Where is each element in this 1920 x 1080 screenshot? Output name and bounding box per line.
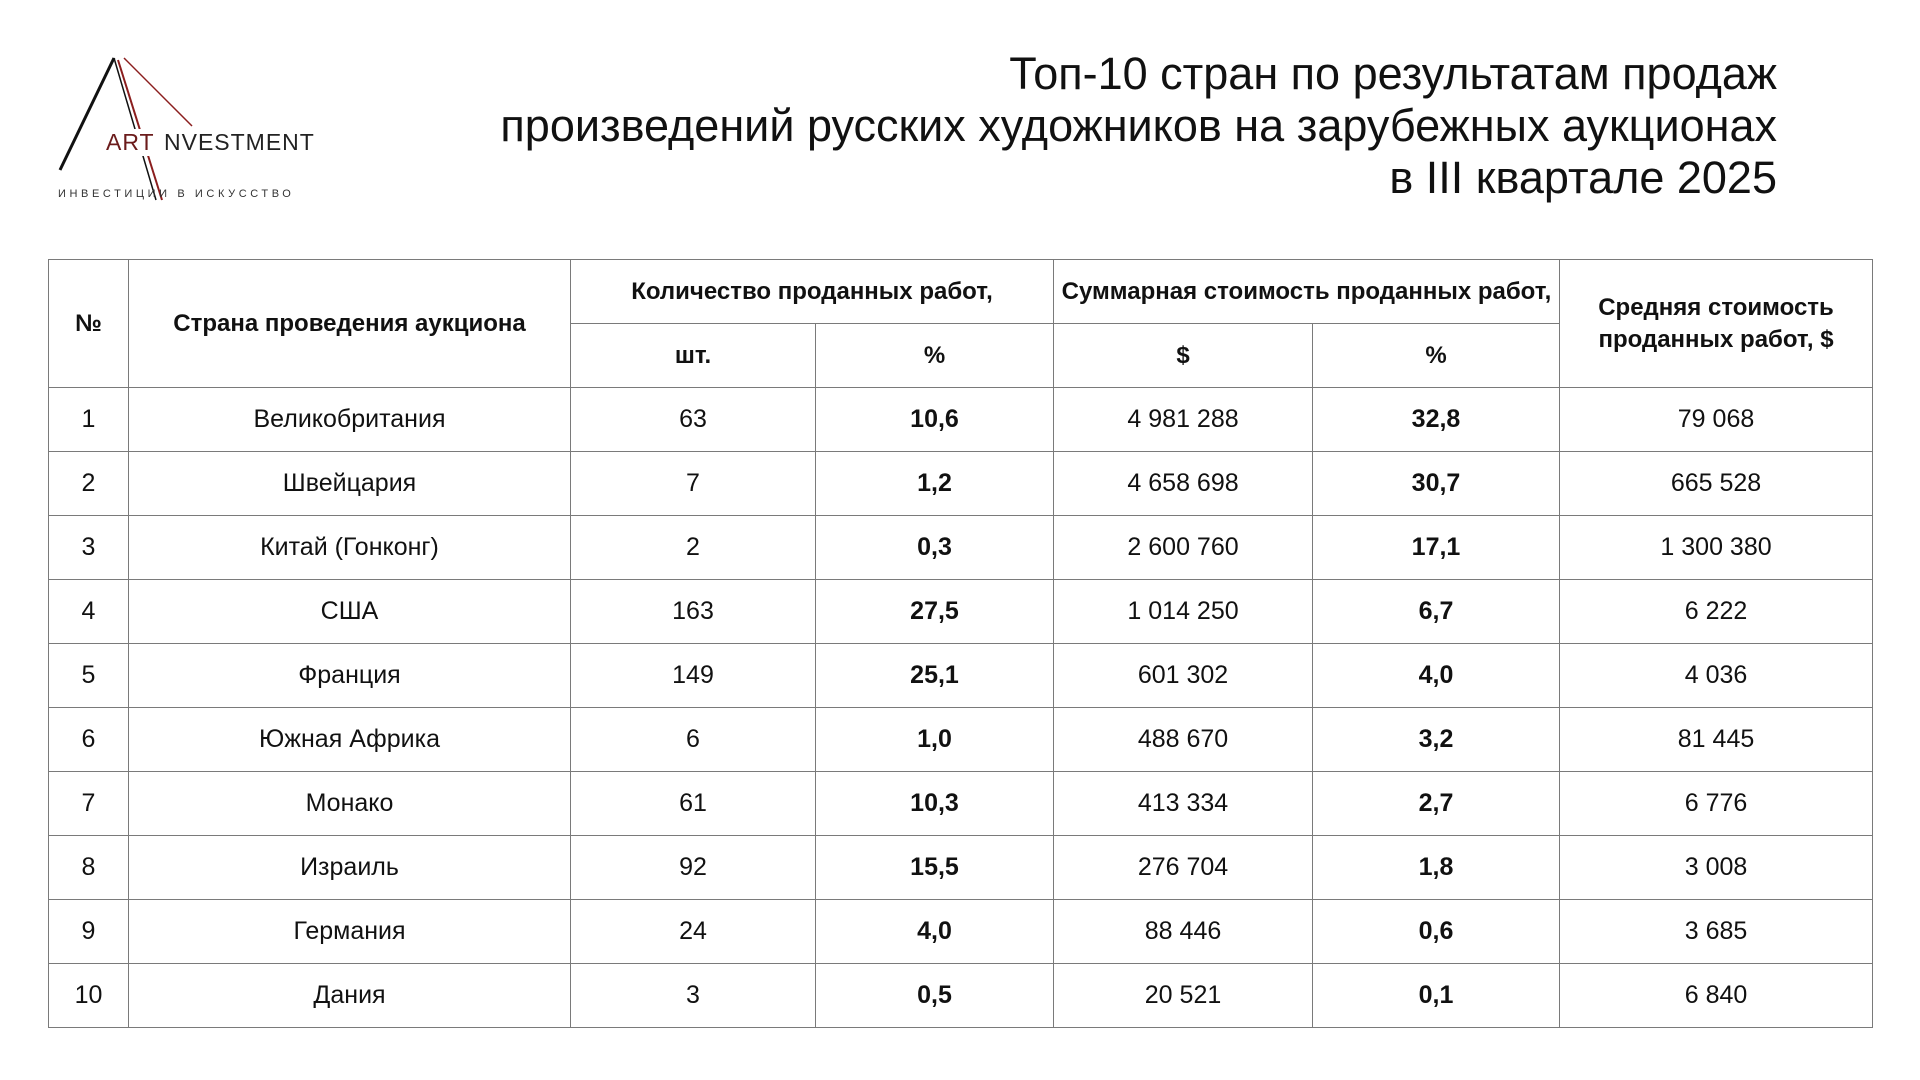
header-sum-usd: $ — [1054, 324, 1313, 388]
header-country: Страна проведения аукциона — [129, 260, 571, 388]
cell-pcs-pct: 4,0 — [816, 900, 1054, 964]
logo — [52, 52, 342, 212]
cell-usd-pct: 32,8 — [1313, 388, 1560, 452]
cell-usd: 488 670 — [1054, 708, 1313, 772]
cell-usd-pct: 6,7 — [1313, 580, 1560, 644]
cell-pcs: 2 — [571, 516, 816, 580]
cell-usd-pct: 30,7 — [1313, 452, 1560, 516]
cell-usd-pct: 3,2 — [1313, 708, 1560, 772]
cell-country: Китай (Гонконг) — [129, 516, 571, 580]
table-row — [49, 644, 1873, 708]
title-line-1: Топ-10 стран по результатам продаж — [1009, 48, 1777, 99]
cell-country: Дания — [129, 964, 571, 1028]
cell-pcs: 7 — [571, 452, 816, 516]
cell-usd: 2 600 760 — [1054, 516, 1313, 580]
cell-avg: 1 300 380 — [1560, 516, 1873, 580]
cell-usd-pct: 4,0 — [1313, 644, 1560, 708]
cell-country: Монако — [129, 772, 571, 836]
logo-investment-text: NVESTMENT — [164, 129, 315, 155]
cell-avg: 81 445 — [1560, 708, 1873, 772]
cell-country: Великобритания — [129, 388, 571, 452]
table-row — [49, 964, 1873, 1028]
cell-pcs: 63 — [571, 388, 816, 452]
header-num: № — [49, 260, 129, 388]
table-row — [49, 452, 1873, 516]
cell-pcs: 24 — [571, 900, 816, 964]
cell-usd: 601 302 — [1054, 644, 1313, 708]
cell-country: Южная Африка — [129, 708, 571, 772]
table-row — [49, 836, 1873, 900]
cell-pcs: 92 — [571, 836, 816, 900]
cell-num: 3 — [49, 516, 129, 580]
header-sum-group: Суммарная стоимость проданных работ, — [1054, 260, 1560, 324]
logo-art-text: ART — [106, 129, 155, 155]
cell-usd: 276 704 — [1054, 836, 1313, 900]
cell-pcs-pct: 10,6 — [816, 388, 1054, 452]
table-row — [49, 388, 1873, 452]
table-row — [49, 516, 1873, 580]
cell-num: 4 — [49, 580, 129, 644]
table-row — [49, 900, 1873, 964]
cell-country: Швейцария — [129, 452, 571, 516]
cell-pcs-pct: 1,2 — [816, 452, 1054, 516]
cell-usd: 413 334 — [1054, 772, 1313, 836]
table-header-row-1 — [49, 260, 1873, 324]
cell-num: 7 — [49, 772, 129, 836]
logo-tagline: ИНВЕСТИЦИИ В ИСКУССТВО — [58, 188, 295, 200]
table-row — [49, 580, 1873, 644]
cell-avg: 3 008 — [1560, 836, 1873, 900]
cell-usd-pct: 0,1 — [1313, 964, 1560, 1028]
cell-pcs: 61 — [571, 772, 816, 836]
cell-num: 5 — [49, 644, 129, 708]
sales-table — [48, 259, 1873, 1028]
page-title — [377, 48, 1777, 204]
title-line-2: произведений русских художников на зарубежных аукционах — [500, 100, 1777, 151]
cell-avg: 3 685 — [1560, 900, 1873, 964]
cell-pcs: 149 — [571, 644, 816, 708]
cell-num: 10 — [49, 964, 129, 1028]
cell-num: 2 — [49, 452, 129, 516]
table-row — [49, 708, 1873, 772]
cell-pcs-pct: 27,5 — [816, 580, 1054, 644]
cell-avg: 6 222 — [1560, 580, 1873, 644]
cell-pcs: 6 — [571, 708, 816, 772]
cell-usd-pct: 2,7 — [1313, 772, 1560, 836]
cell-num: 9 — [49, 900, 129, 964]
cell-num: 1 — [49, 388, 129, 452]
cell-pcs: 3 — [571, 964, 816, 1028]
table-row — [49, 772, 1873, 836]
cell-usd: 88 446 — [1054, 900, 1313, 964]
header-sum-pct: % — [1313, 324, 1560, 388]
title-line-3: в III квартале 2025 — [1389, 152, 1777, 203]
cell-pcs-pct: 15,5 — [816, 836, 1054, 900]
header-count-group: Количество проданных работ, — [571, 260, 1054, 324]
header-avg: Средняя стоимость проданных работ, $ — [1560, 260, 1873, 388]
cell-pcs-pct: 0,3 — [816, 516, 1054, 580]
cell-usd-pct: 0,6 — [1313, 900, 1560, 964]
cell-avg: 79 068 — [1560, 388, 1873, 452]
cell-pcs-pct: 0,5 — [816, 964, 1054, 1028]
cell-avg: 6 776 — [1560, 772, 1873, 836]
cell-usd-pct: 17,1 — [1313, 516, 1560, 580]
cell-usd: 4 658 698 — [1054, 452, 1313, 516]
cell-usd: 20 521 — [1054, 964, 1313, 1028]
cell-num: 8 — [49, 836, 129, 900]
cell-pcs: 163 — [571, 580, 816, 644]
cell-avg: 665 528 — [1560, 452, 1873, 516]
header-count-pcs: шт. — [571, 324, 816, 388]
cell-pcs-pct: 1,0 — [816, 708, 1054, 772]
cell-usd: 4 981 288 — [1054, 388, 1313, 452]
cell-usd-pct: 1,8 — [1313, 836, 1560, 900]
cell-country: Франция — [129, 644, 571, 708]
cell-pcs-pct: 25,1 — [816, 644, 1054, 708]
cell-country: Израиль — [129, 836, 571, 900]
cell-pcs-pct: 10,3 — [816, 772, 1054, 836]
cell-usd: 1 014 250 — [1054, 580, 1313, 644]
cell-num: 6 — [49, 708, 129, 772]
cell-country: Германия — [129, 900, 571, 964]
cell-avg: 6 840 — [1560, 964, 1873, 1028]
cell-country: США — [129, 580, 571, 644]
cell-avg: 4 036 — [1560, 644, 1873, 708]
header-count-pct: % — [816, 324, 1054, 388]
